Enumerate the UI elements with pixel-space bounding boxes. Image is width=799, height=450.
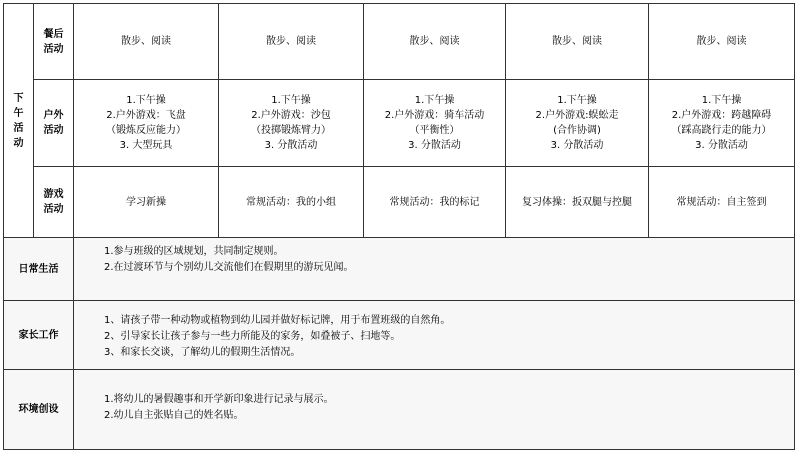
- section-label-daily-life: 日常生活: [4, 238, 74, 301]
- row-after-meal: [4, 4, 795, 80]
- section-label-environment: 环境创设: [4, 370, 74, 450]
- cell-after-meal-day4: 散步、阅读: [506, 4, 649, 80]
- cell-outdoor-day4: 1.下午操 2.户外游戏:蜈蚣走 (合作协调) 3. 分散活动: [506, 80, 649, 167]
- row-game: [4, 167, 795, 238]
- row-label-game: 游戏 活动: [34, 167, 74, 238]
- parent-work-line-2: 2、引导家长让孩子参与一些力所能及的家务，如叠被子、扫地等。: [104, 331, 401, 342]
- row-parent-work: [4, 301, 795, 370]
- section-content-environment: [74, 370, 795, 450]
- cell-game-day1: 学习新操: [74, 167, 219, 238]
- afternoon-activities-label: 下 午 活 动: [4, 4, 34, 238]
- row-outdoor: [4, 80, 795, 167]
- cell-after-meal-day1: 散步、阅读: [74, 4, 219, 80]
- cell-after-meal-day2: 散步、阅读: [219, 4, 364, 80]
- cell-game-day4: 复习体操：扳双腿与控腿: [506, 167, 649, 238]
- cell-outdoor-day5: 1.下午操 2.户外游戏：跨越障碍 （踩高跷行走的能力） 3. 分散活动: [649, 80, 795, 167]
- row-daily-life: [4, 238, 795, 301]
- parent-work-line-3: 3、和家长交谈，了解幼儿的假期生活情况。: [104, 347, 301, 358]
- parent-work-line-1: 1、请孩子带一种动物或植物到幼儿园并做好标记牌，用于布置班级的自然角。: [104, 315, 451, 326]
- cell-after-meal-day3: 散步、阅读: [364, 4, 506, 80]
- row-environment: [4, 370, 795, 450]
- cell-game-day5: 常规活动：自主签到: [649, 167, 795, 238]
- daily-life-line-2: 2.在过渡环节与个别幼儿交流他们在假期里的游玩见闻。: [104, 262, 354, 273]
- cell-after-meal-day5: 散步、阅读: [649, 4, 795, 80]
- section-label-parent-work: 家长工作: [4, 301, 74, 370]
- section-content-parent-work: [74, 301, 795, 370]
- cell-game-day3: 常规活动：我的标记: [364, 167, 506, 238]
- section-content-daily-life: [74, 238, 795, 301]
- row-label-outdoor: 户外 活动: [34, 80, 74, 167]
- cell-outdoor-day1: 1.下午操 2.户外游戏：飞盘 （锻炼反应能力） 3. 大型玩具: [74, 80, 219, 167]
- cell-game-day2: 常规活动：我的小组: [219, 167, 364, 238]
- row-label-after-meal: 餐后 活动: [34, 4, 74, 80]
- environment-line-1: 1.将幼儿的暑假趣事和开学新印象进行记录与展示。: [104, 394, 334, 405]
- environment-line-2: 2.幼儿自主张贴自己的姓名贴。: [104, 410, 244, 421]
- weekly-schedule-table: [3, 3, 795, 450]
- cell-outdoor-day3: 1.下午操 2.户外游戏：骑车活动 （平衡性） 3. 分散活动: [364, 80, 506, 167]
- daily-life-line-1: 1.参与班级的区域规划，共同制定规则。: [104, 246, 284, 257]
- cell-outdoor-day2: 1.下午操 2.户外游戏：沙包 （投掷锻炼臂力） 3. 分散活动: [219, 80, 364, 167]
